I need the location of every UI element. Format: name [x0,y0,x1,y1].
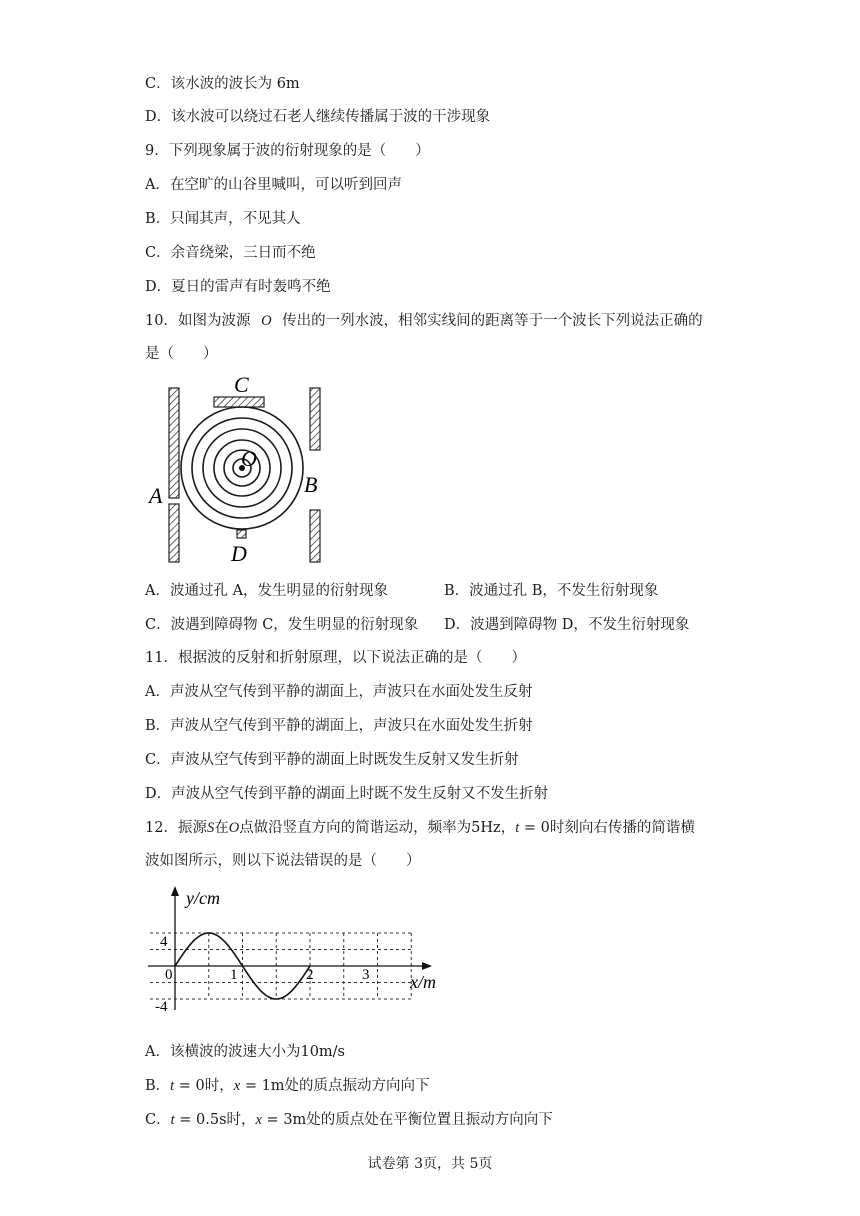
q12-option-b: B．t = 0时，x = 1m处的质点振动方向向下 [145,1078,430,1094]
y-axis-arrow [171,886,179,896]
q10-wave-figure [140,370,340,568]
q12-option-c: C．t = 0.5s时，x = 3m处的质点处在平衡位置且振动方向向下 [145,1112,553,1128]
q10-options-row1 [145,581,745,601]
q11-stem: 11．根据波的反射和折射原理，以下说法正确的是（ ） [145,650,526,666]
wall-a-lower [169,504,179,562]
x-tick-2: 2 [306,967,314,983]
x-axis-arrow [422,962,432,970]
x-tick-1: 1 [230,967,238,983]
wall-a-upper [169,388,179,498]
q10-option-c: C．波遇到障碍物 C，发生明显的衍射现象 [145,617,419,633]
wall-b-lower [310,510,320,562]
obstacle-d [237,530,246,538]
q11-option-a: A．声波从空气传到平静的湖面上，声波只在水面处发生反射 [145,684,533,700]
q9-option-b: B．只闻其声，不见其人 [145,211,301,227]
q9-option-d: D．夏日的雷声有时轰鸣不绝 [145,279,331,295]
y-axis-label: y/cm [186,888,220,908]
x-tick-0: 0 [165,967,173,983]
q10-stem-line2: 是（ ） [145,346,218,362]
label-o: O [241,446,257,471]
q12-stem-line2: 波如图所示，则以下说法错误的是（ ） [145,853,421,869]
q8-option-d: D．该水波可以绕过石老人继续传播属于波的干涉现象 [145,109,491,125]
q9-option-c: C．余音绕梁，三日而不绝 [145,245,316,261]
q10-option-b: B．波通过孔 B，不发生衍射现象 [444,583,659,599]
y-tick-neg4: -4 [155,999,168,1015]
wall-b-upper [310,388,320,450]
label-d: D [231,541,247,566]
q10-options-row2 [145,615,745,635]
label-c: C [234,372,249,397]
q10-stem-line1: 10．如图为波源 O 传出的一列水波，相邻实线间的距离等于一个波长下列说法正确的 [145,313,703,329]
y-tick-4: 4 [160,934,168,950]
x-tick-3: 3 [362,967,370,983]
q10-option-a: A．波通过孔 A，发生明显的衍射现象 [145,583,389,599]
page-footer: 试卷第 3页，共 5页 [367,1156,493,1172]
label-b: B [304,472,318,497]
q12-stem-line1: 12．振源S在O点做沿竖直方向的简谐运动，频率为5Hz，t = 0时刻向右传播的简谐横 [145,820,695,836]
label-a: A [149,483,163,508]
q10-option-d: D．波遇到障碍物 D，不发生衍射现象 [444,617,690,633]
q11-option-b: B．声波从空气传到平静的湖面上，声波只在水面处发生折射 [145,718,533,734]
x-axis-label: x/m [410,972,436,992]
q12-wave-chart [140,880,450,1020]
q9-option-a: A．在空旷的山谷里喊叫，可以听到回声 [145,177,402,193]
q11-option-c: C．声波从空气传到平静的湖面上时既发生反射又发生折射 [145,752,519,768]
q11-option-d: D．声波从空气传到平静的湖面上时既不发生反射又不发生折射 [145,786,549,802]
q12-option-a: A．该横波的波速大小为10m/s [145,1044,345,1060]
q9-stem: 9．下列现象属于波的衍射现象的是（ ） [145,143,430,159]
q8-option-c: C．该水波的波长为 6m [145,76,300,92]
obstacle-c [214,397,264,407]
